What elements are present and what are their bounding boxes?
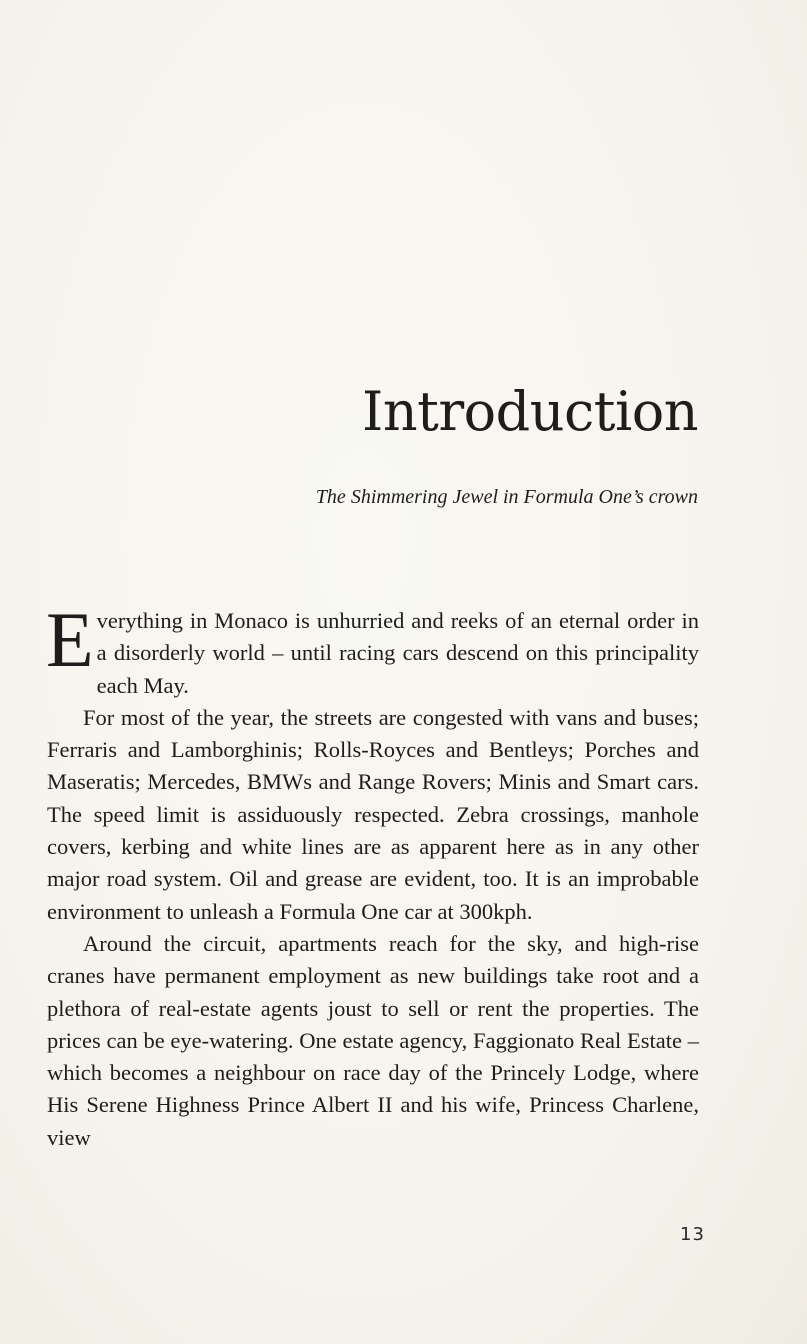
paragraph-1 bbox=[46, 596, 699, 702]
page-number: 13 bbox=[680, 1224, 705, 1245]
paragraph-1-text: verything in Monaco is unhurried and reeks of an eternal order in a disorderly world – until racing cars descend on this principality each May. bbox=[96, 608, 699, 698]
drop-cap-letter: E bbox=[46, 596, 94, 683]
paragraph-2: For most of the year, the streets are congested with vans and buses; Ferraris and Lamborghinis; Rolls-Royces and Bentleys; Porches and Maseratis; Mercedes, BMWs and Range Rovers; Minis and Smart cars. The speed limit is assiduously respected. Zebra crossings, manhole covers, kerbing and white lines are as apparent here as in any other major road system. Oil and grease are evident, too. It is an improbable environment to unleash a Formula One car at 300kph. bbox=[47, 704, 699, 924]
body-text bbox=[46, 596, 699, 1154]
chapter-title: Introduction bbox=[362, 380, 698, 443]
paragraph-3: Around the circuit, apartments reach for the sky, and high-rise cranes have permanent employment as new buildings take root and a plethora of real-estate agents joust to sell or rent the properties. The prices can be eye-watering. One estate agency, Faggionato Real Estate – which becomes a neighbour on race day of the Princely Lodge, where His Serene Highness Prince Albert II and his wife, Princess Charlene, view bbox=[47, 930, 699, 1150]
chapter-subtitle: The Shimmering Jewel in Formula One’s crown bbox=[315, 486, 698, 508]
